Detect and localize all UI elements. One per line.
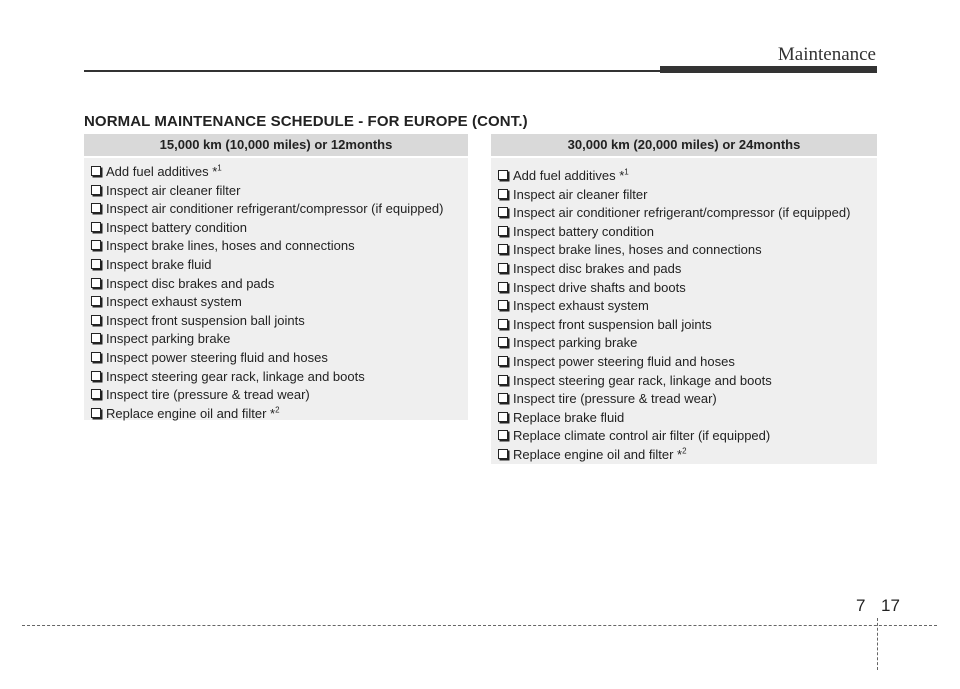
checkbox-icon	[498, 375, 508, 385]
checklist	[84, 158, 468, 423]
checkbox-icon	[91, 259, 101, 269]
checkbox-icon	[91, 203, 101, 213]
checkbox-icon	[498, 393, 508, 403]
checklist-item-text: Inspect power steering fluid and hoses	[106, 349, 328, 365]
checklist-item	[91, 330, 468, 349]
footer-rule	[22, 625, 937, 626]
checklist-item-text: Inspect exhaust system	[106, 294, 242, 310]
checklist	[491, 158, 877, 465]
checklist-item-text: Inspect steering gear rack, linkage and boots	[513, 372, 772, 388]
checklist-item	[498, 409, 877, 428]
checklist-item-text: Inspect parking brake	[106, 331, 231, 347]
checkbox-icon	[498, 412, 508, 422]
checkbox-icon	[498, 337, 508, 347]
checkbox-icon	[91, 315, 101, 325]
footnote-marker: 1	[624, 167, 629, 177]
checklist-item-text: Replace engine oil and filter *	[106, 405, 276, 421]
checklist-item	[498, 446, 877, 465]
checklist-item	[498, 279, 877, 298]
schedule-panel-title: 30,000 km (20,000 miles) or 24months	[491, 134, 877, 158]
checklist-item-text: Inspect air cleaner filter	[513, 186, 648, 202]
checklist-item	[91, 219, 468, 238]
checklist-item-text: Add fuel additives *	[106, 164, 218, 179]
checklist-item-text: Inspect battery condition	[106, 219, 247, 235]
checklist-item-text: Inspect air cleaner filter	[106, 182, 241, 198]
checklist-item	[498, 167, 877, 186]
checklist-item	[91, 312, 468, 331]
checklist-item	[498, 223, 877, 242]
page-number: 17	[881, 596, 900, 615]
checklist-item-text: Inspect front suspension ball joints	[513, 316, 712, 332]
checkbox-icon	[498, 207, 508, 217]
checklist-item-text: Inspect air conditioner refrigerant/compressor (if equipped)	[513, 205, 851, 221]
checklist-item	[498, 334, 877, 353]
checklist-item-text: Inspect exhaust system	[513, 298, 649, 314]
checklist-item	[91, 182, 468, 201]
checklist-item	[91, 256, 468, 275]
schedule-panel-15000km	[84, 134, 468, 420]
checkbox-icon	[498, 226, 508, 236]
checkbox-icon	[498, 356, 508, 366]
footnote-marker: 2	[682, 446, 687, 456]
checklist-item	[91, 368, 468, 387]
checkbox-icon	[91, 166, 101, 176]
header-rule-accent	[660, 66, 877, 73]
checklist-item-text: Inspect power steering fluid and hoses	[513, 353, 735, 369]
checklist-item	[498, 297, 877, 316]
checklist-item-text: Replace engine oil and filter *	[513, 446, 683, 462]
checklist-item	[91, 163, 468, 182]
checklist-item	[498, 390, 877, 409]
header-rule	[84, 70, 662, 72]
checklist-item-text: Add fuel additives *	[513, 168, 625, 183]
checkbox-icon	[498, 300, 508, 310]
schedule-panel-title: 15,000 km (10,000 miles) or 12months	[84, 134, 468, 158]
checkbox-icon	[498, 244, 508, 254]
schedule-panel-30000km	[491, 134, 877, 464]
checklist-item	[498, 372, 877, 391]
checklist-item	[498, 186, 877, 205]
checklist-item-text: Inspect parking brake	[513, 335, 638, 351]
checkbox-icon	[498, 189, 508, 199]
checkbox-icon	[498, 449, 508, 459]
chapter-number: 7	[856, 596, 866, 615]
checkbox-icon	[91, 371, 101, 381]
checklist-item-text: Inspect brake fluid	[106, 256, 212, 272]
checklist-item	[498, 427, 877, 446]
checkbox-icon	[91, 352, 101, 362]
footnote-marker: 1	[217, 163, 222, 173]
checkbox-icon	[91, 389, 101, 399]
footnote-marker: 2	[275, 405, 280, 415]
checklist-item	[498, 241, 877, 260]
checkbox-icon	[91, 333, 101, 343]
checklist-item-text: Inspect drive shafts and boots	[513, 279, 686, 295]
checklist-item	[91, 386, 468, 405]
section-title: Maintenance	[777, 44, 876, 65]
checklist-item	[91, 275, 468, 294]
footer-divider	[877, 618, 878, 670]
checkbox-icon	[498, 319, 508, 329]
checkbox-icon	[91, 296, 101, 306]
checkbox-icon	[498, 430, 508, 440]
checkbox-icon	[91, 408, 101, 418]
checklist-item	[91, 293, 468, 312]
checklist-item	[498, 316, 877, 335]
checklist-item	[498, 353, 877, 372]
checklist-item	[498, 260, 877, 279]
checklist-item	[91, 237, 468, 256]
checklist-item-text: Inspect air conditioner refrigerant/compressor (if equipped)	[106, 201, 444, 217]
checkbox-icon	[91, 222, 101, 232]
checkbox-icon	[91, 240, 101, 250]
checklist-item-text: Replace climate control air filter (if equipped)	[513, 428, 771, 444]
checklist-item-text: Inspect disc brakes and pads	[106, 275, 275, 291]
checklist-item-text: Inspect disc brakes and pads	[513, 260, 682, 276]
checklist-item	[498, 204, 877, 223]
checklist-item-text: Replace brake fluid	[513, 409, 625, 425]
checkbox-icon	[498, 282, 508, 292]
checklist-item-text: Inspect battery condition	[513, 223, 654, 239]
page-heading: NORMAL MAINTENANCE SCHEDULE - FOR EUROPE (CONT.)	[84, 113, 528, 130]
checklist-item	[91, 200, 468, 219]
checkbox-icon	[91, 278, 101, 288]
checkbox-icon	[498, 263, 508, 273]
checklist-item-text: Inspect front suspension ball joints	[106, 312, 305, 328]
checkbox-icon	[91, 185, 101, 195]
checklist-item-text: Inspect brake lines, hoses and connections	[106, 238, 355, 254]
checklist-item-text: Inspect brake lines, hoses and connections	[513, 242, 762, 258]
checklist-item-text: Inspect steering gear rack, linkage and boots	[106, 368, 365, 384]
checklist-item	[91, 349, 468, 368]
checklist-item-text: Inspect tire (pressure & tread wear)	[106, 387, 310, 403]
checklist-item	[91, 405, 468, 424]
checkbox-icon	[498, 170, 508, 180]
checklist-item-text: Inspect tire (pressure & tread wear)	[513, 391, 717, 407]
